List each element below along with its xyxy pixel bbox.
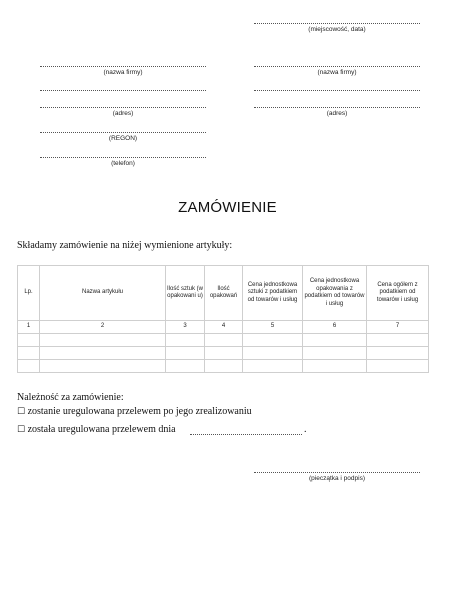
- table-row: [18, 347, 429, 360]
- buyer-name-caption: (nazwa firmy): [317, 69, 357, 76]
- payment-option-2-label: została uregulowana przelewem dnia: [27, 424, 176, 435]
- order-table: [17, 265, 429, 373]
- col-header-lp: Lp.: [18, 266, 40, 321]
- table-row: [18, 360, 429, 373]
- seller-name-caption: (nazwa firmy): [103, 69, 143, 76]
- table-cell[interactable]: [40, 360, 166, 373]
- seller-regon-line: [40, 132, 206, 133]
- payment-date-line[interactable]: [190, 434, 302, 435]
- table-cell[interactable]: [303, 360, 367, 373]
- table-cell[interactable]: [205, 347, 243, 360]
- place-date-caption: (miejscowość, data): [308, 26, 366, 33]
- payment-option-2-end: .: [304, 424, 307, 435]
- table-cell[interactable]: [243, 347, 303, 360]
- buyer-address-line-1: [254, 90, 420, 91]
- col-header-item-name: Nazwa artykułu: [40, 266, 166, 321]
- intro-text: Składamy zamówienie na niżej wymienione artykuły:: [17, 240, 233, 251]
- table-cell[interactable]: [303, 334, 367, 347]
- signature-line: [254, 472, 420, 473]
- col-number: 3: [166, 321, 205, 334]
- buyer-address-line-2: [254, 107, 420, 108]
- col-header-package-price: Cena jednostkowa opakowania z podatkiem od towarów i usług: [303, 266, 367, 321]
- col-number: 4: [205, 321, 243, 334]
- seller-address-caption: (adres): [112, 110, 134, 117]
- table-cell[interactable]: [18, 347, 40, 360]
- table-row: [18, 334, 429, 347]
- table-cell[interactable]: [166, 347, 205, 360]
- seller-phone-line: [40, 157, 206, 158]
- col-header-total-price: Cena ogółem z podatkiem od towarów i usług: [367, 266, 429, 321]
- col-number: 7: [367, 321, 429, 334]
- col-header-packages: Ilość opakowań: [205, 266, 243, 321]
- buyer-address-caption: (adres): [326, 110, 348, 117]
- table-number-row: [18, 321, 429, 334]
- signature-caption: (pieczątka i podpis): [309, 475, 365, 482]
- table-cell[interactable]: [205, 334, 243, 347]
- table-cell[interactable]: [166, 360, 205, 373]
- table-cell[interactable]: [243, 360, 303, 373]
- table-cell[interactable]: [243, 334, 303, 347]
- seller-name-line: [40, 66, 206, 67]
- table-cell[interactable]: [166, 334, 205, 347]
- seller-address-line-1: [40, 90, 206, 91]
- checkbox-icon[interactable]: ☐: [17, 407, 26, 417]
- table-cell[interactable]: [367, 347, 429, 360]
- table-cell[interactable]: [40, 334, 166, 347]
- table-cell[interactable]: [18, 334, 40, 347]
- col-number: 2: [40, 321, 166, 334]
- col-number: 1: [18, 321, 40, 334]
- table-cell[interactable]: [367, 360, 429, 373]
- table-cell[interactable]: [40, 347, 166, 360]
- place-date-line: [254, 23, 420, 24]
- payment-option-2[interactable]: [17, 424, 176, 435]
- table-cell[interactable]: [205, 360, 243, 373]
- checkbox-icon[interactable]: ☐: [17, 425, 26, 435]
- buyer-name-line: [254, 66, 420, 67]
- table-header-row: [18, 266, 429, 321]
- document-title: ZAMÓWIENIE: [178, 199, 277, 216]
- table-cell[interactable]: [367, 334, 429, 347]
- seller-regon-caption: (REGON): [108, 135, 138, 142]
- table-cell[interactable]: [18, 360, 40, 373]
- payment-option-1-label: zostanie uregulowana przelewem po jego zrealizowaniu: [27, 406, 252, 417]
- payment-heading: Należność za zamówienie:: [17, 392, 124, 403]
- col-header-units: Ilość sztuk (w opakowani u): [166, 266, 205, 321]
- payment-option-1[interactable]: [17, 406, 252, 417]
- col-number: 6: [303, 321, 367, 334]
- table-cell[interactable]: [303, 347, 367, 360]
- seller-phone-caption: (telefon): [111, 160, 135, 167]
- seller-address-line-2: [40, 107, 206, 108]
- col-header-unit-price: Cena jednostkowa sztuki z podatkiem od towarów i usług: [243, 266, 303, 321]
- col-number: 5: [243, 321, 303, 334]
